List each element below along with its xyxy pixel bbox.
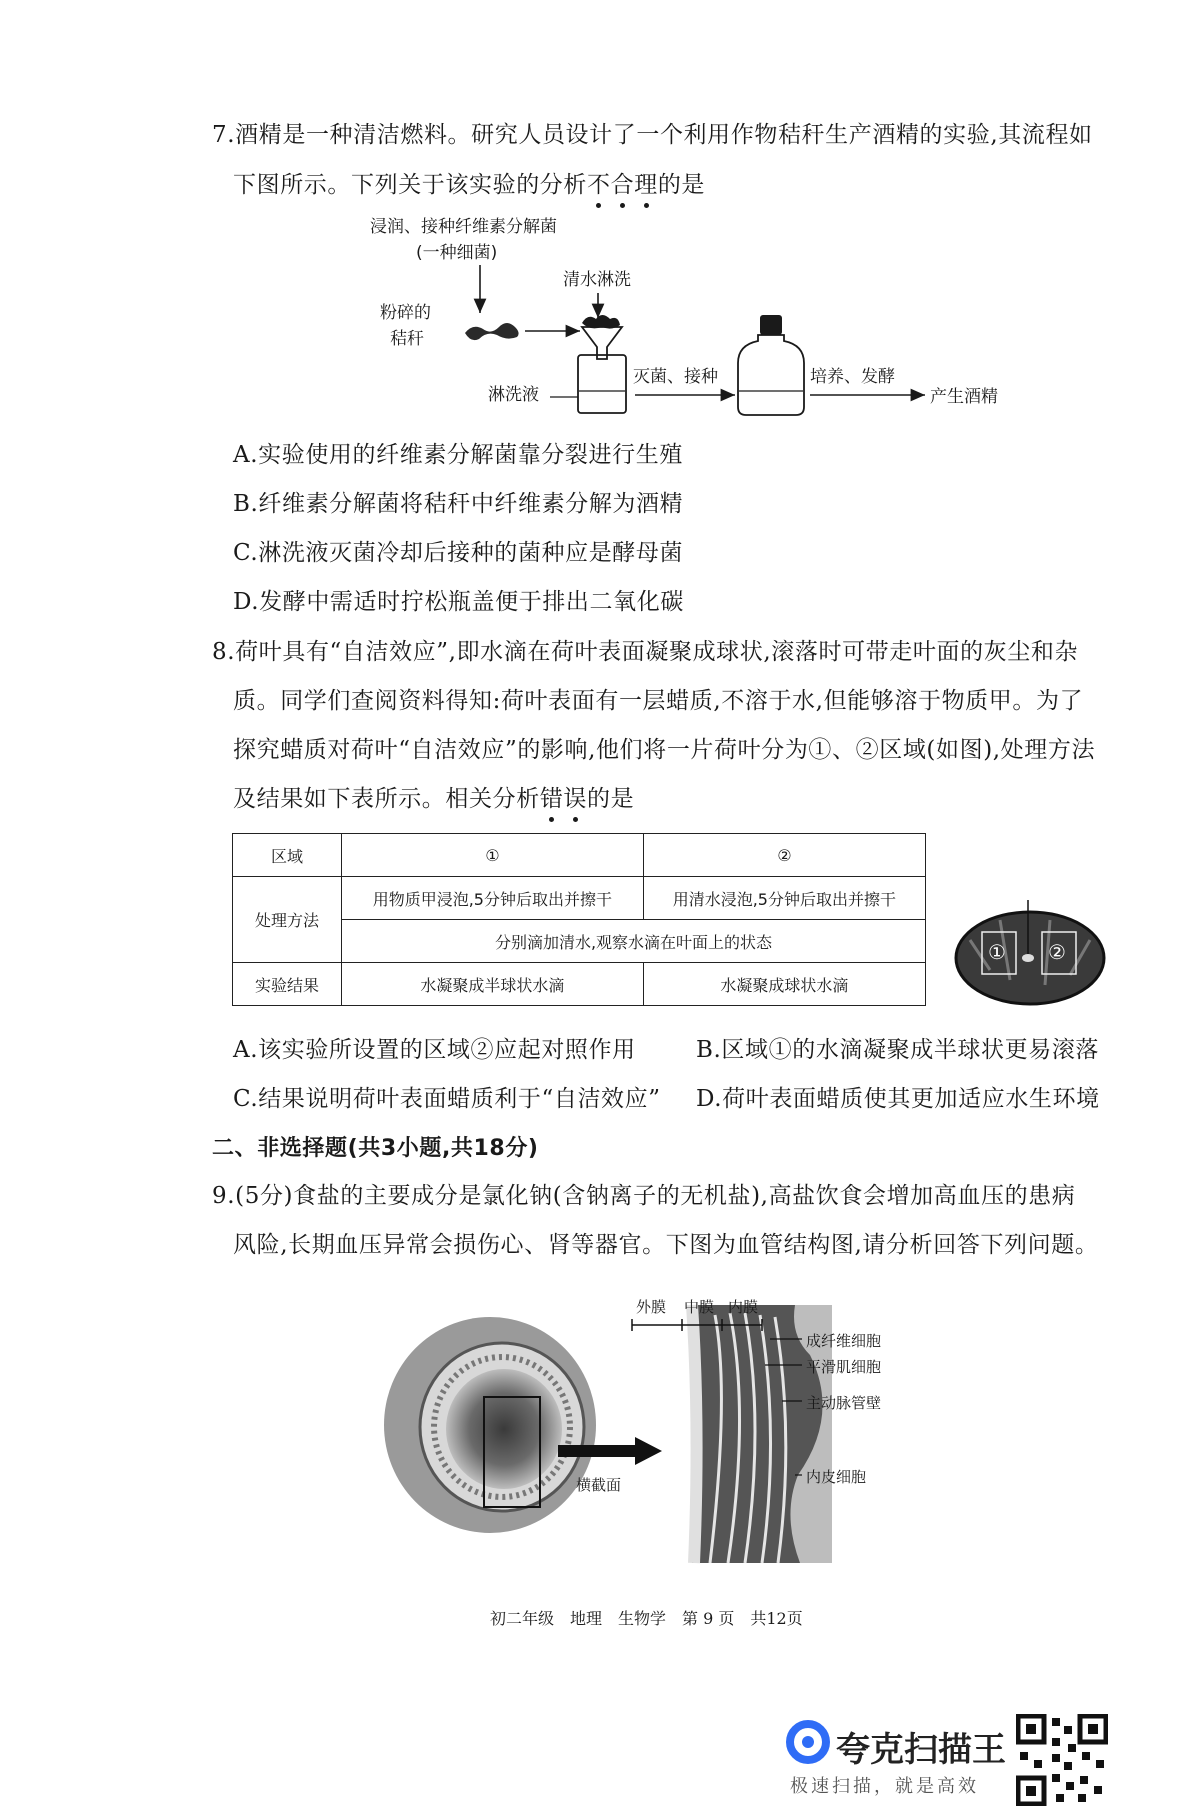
rinse-label: 清水淋洗 [563,270,631,290]
q7-option-a: A.实验使用的纤维素分解菌靠分裂进行生殖 [233,442,683,468]
produce-ethanol-label: 产生酒精 [930,387,998,407]
straw-label-1: 粉碎的 [380,303,431,323]
q9-line-1: 9.(5分)食盐的主要成分是氯化钠(含钠离子的无机盐),高盐饮食会增加高血压的患病 [212,1183,1076,1209]
fibroblast-label: 成纤维细胞 [806,1332,882,1350]
emphasis-char: 合 [610,172,635,198]
table-cell-result-2: 水凝聚成球状水滴 [643,963,925,1006]
q7-option-c: C.淋洗液灭菌冷却后接种的菌种应是酵母菌 [233,540,684,566]
table-cell-method-1: 用物质甲浸泡,5分钟后取出并擦干 [342,877,644,920]
scanner-brand: 夸克扫描王 [836,1730,1006,1770]
q8-line-4 [233,784,634,814]
table-label-method: 处理方法 [233,877,342,963]
soak-label: 浸润、接种纤维素分解菌 [370,217,557,237]
q8-line-4-pre: 及结果如下表所示。相关分析 [233,786,540,812]
q8-line-2: 质。同学们查阅资料得知:荷叶表面有一层蜡质,不溶于水,但能够溶于物质甲。为了 [233,688,1084,714]
cross-section-label: 横截面 [576,1476,622,1494]
table-header-row [233,834,926,877]
blood-vessel-diagram [370,1275,990,1575]
sterilize-inoculate-label: 灭菌、接种 [633,367,718,387]
experiment-table [232,833,926,1006]
lotus-leaf-drawing [950,900,1110,1010]
middle-layer-label: 中膜 [684,1298,715,1316]
lotus-leaf-illustration [950,900,1110,1010]
table-label-result: 实验结果 [233,963,342,1006]
q7-line-2 [233,170,705,200]
outer-layer-label: 外膜 [636,1298,667,1316]
q8-option-a: A.该实验所设置的区域②应起对照作用 [233,1037,636,1063]
bottle-cap-icon [760,315,782,335]
table-header-area-2: ② [643,834,925,877]
emphasis-char: 错 [539,786,564,812]
aorta-wall-label: 主动脉管壁 [806,1394,882,1412]
table-header-region: 区域 [233,834,342,877]
q8-line-1: 8.荷叶具有“自洁效应”,即水滴在荷叶表面凝聚成球状,滚落时可带走叶面的灰尘和杂 [212,639,1079,665]
blood-vessel-drawing [370,1275,990,1575]
culture-ferment-label: 培养、发酵 [810,367,895,387]
smooth-muscle-label: 平滑肌细胞 [806,1358,882,1376]
page-footer: 初二年级 地理 生物学 第 9 页 共12页 [490,1609,803,1628]
q7-option-b: B.纤维素分解菌将秸秆中纤维素分解为酒精 [233,491,684,517]
emphasis-char: 理 [634,172,658,198]
soak-sub-label: (一种细菌) [416,243,498,263]
scanner-slogan: 极速扫描，就是高效 [790,1776,979,1797]
table-cell-method-2: 用清水浸泡,5分钟后取出并擦干 [643,877,925,920]
leaf-area-1-label: ① [988,940,1006,964]
straw-ethanol-flow-diagram [360,215,1020,425]
q8-line-4-post: 的是 [587,786,635,812]
q8-option-b: B.区域①的水滴凝聚成半球状更易滚落 [696,1037,1100,1063]
q9-line-2: 风险,长期血压异常会损伤心、肾等器官。下图为血管结构图,请分析回答下列问题。 [233,1232,1099,1258]
endothelial-label: 内皮细胞 [806,1468,867,1486]
scanner-logo-icon [786,1720,830,1764]
fermentation-bottle-icon [738,335,804,415]
table-row [233,963,926,1006]
collection-bottle-icon [578,355,626,413]
rinse-liquid-label: 淋洗液 [488,385,539,405]
leaf-area-2-label: ② [1048,940,1066,964]
section-heading: 二、非选择题(共3小题,共18分) [212,1136,539,1161]
q8-line-3: 探究蜡质对荷叶“自洁效应”的影响,他们将一片荷叶分为①、②区域(如图),处理方法 [233,737,1096,763]
table-row [233,877,926,920]
q8-option-d: D.荷叶表面蜡质使其更加适应水生环境 [696,1086,1100,1112]
table-cell-method-common: 分别滴加清水,观察水滴在叶面上的状态 [342,920,926,963]
q7-line-2-post: 的是 [657,172,706,198]
q7-line-2-pre: 下图所示。下列关于该实验的分析 [233,172,587,198]
qr-code-icon [1016,1714,1108,1806]
crushed-straw-icon [465,323,519,340]
emphasis-char: 不 [587,172,611,198]
q8-option-c: C.结果说明荷叶表面蜡质利于“自洁效应” [233,1086,661,1112]
straw-label-2: 秸秆 [390,329,424,349]
q7-option-d: D.发酵中需适时拧松瓶盖便于排出二氧化碳 [233,589,684,615]
inner-layer-label: 内膜 [728,1298,759,1316]
q7-line-1: 7.酒精是一种清洁燃料。研究人员设计了一个利用作物秸秆生产酒精的实验,其流程如 [212,122,1093,148]
emphasis-char: 误 [563,786,588,812]
flow-diagram-drawing [360,215,1020,425]
table-header-area-1: ① [342,834,644,877]
scanner-watermark [780,1710,1160,1806]
table-cell-result-1: 水凝聚成半球状水滴 [342,963,644,1006]
